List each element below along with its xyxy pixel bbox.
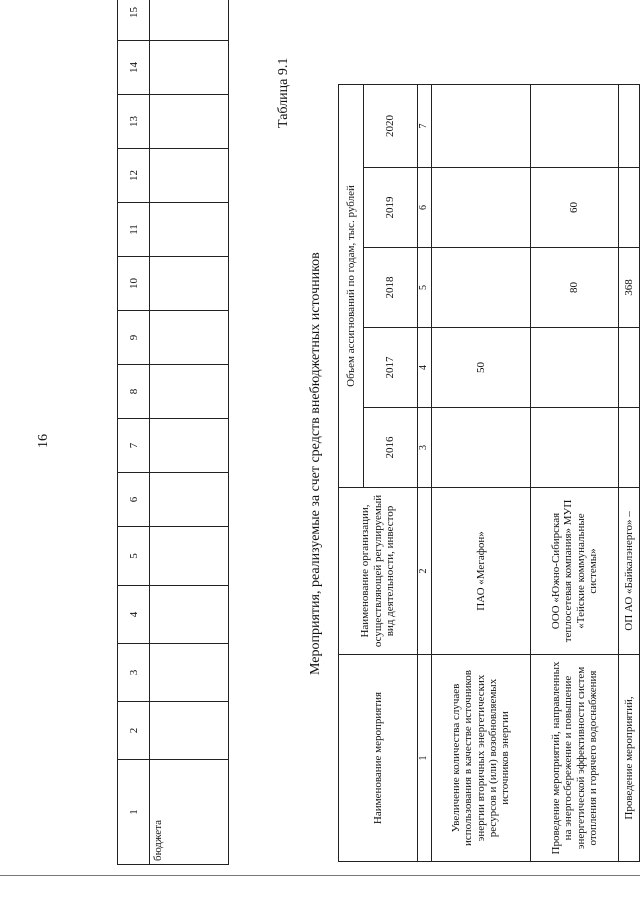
cell bbox=[150, 0, 229, 41]
cell bbox=[150, 586, 229, 644]
header-cell: 6 bbox=[118, 473, 150, 527]
year-cell: 2016 bbox=[364, 408, 417, 488]
org-cell: ПАО «Мегафон» bbox=[431, 488, 531, 655]
value-cell bbox=[531, 84, 619, 167]
column-number: 2 bbox=[417, 488, 431, 655]
value-cell: 50 bbox=[431, 328, 531, 408]
measure-cell: Увеличение количества случаев использования в качестве источников энергии вторичных энергетических ресурсов и (или) возобновляемых источников энергии bbox=[431, 655, 531, 862]
cell bbox=[150, 419, 229, 473]
header-cell: 15 bbox=[118, 0, 150, 41]
year-cell: 2020 bbox=[364, 84, 417, 167]
header-cell: 12 bbox=[118, 149, 150, 203]
column-number: 3 bbox=[417, 408, 431, 488]
cell bbox=[150, 473, 229, 527]
header-cell: 11 bbox=[118, 203, 150, 257]
cell bbox=[150, 257, 229, 311]
table-top-row bbox=[150, 0, 229, 865]
column-number: 4 bbox=[417, 328, 431, 408]
column-number: 7 bbox=[417, 84, 431, 167]
column-number: 1 bbox=[417, 655, 431, 862]
header-cell: 1 bbox=[118, 760, 150, 865]
cell bbox=[150, 95, 229, 149]
year-cell: 2019 bbox=[364, 168, 417, 248]
cell bbox=[150, 527, 229, 586]
value-cell: 60 bbox=[531, 168, 619, 248]
col1-header: Наименование мероприятия bbox=[339, 655, 418, 862]
table-top bbox=[117, 0, 229, 865]
value-cell bbox=[531, 408, 619, 488]
header-cell: 4 bbox=[118, 586, 150, 644]
table-caption: Таблица 9.1 bbox=[276, 57, 291, 128]
table-row bbox=[619, 84, 640, 861]
header-cell: 3 bbox=[118, 644, 150, 702]
value-cell bbox=[431, 408, 531, 488]
value-cell: 80 bbox=[531, 248, 619, 328]
row-label-cell: бюджета bbox=[150, 760, 229, 865]
table-row bbox=[531, 84, 619, 861]
value-cell bbox=[531, 328, 619, 408]
value-cell bbox=[431, 168, 531, 248]
value-cell: 368 bbox=[619, 248, 640, 328]
cell bbox=[150, 644, 229, 702]
cell bbox=[150, 41, 229, 95]
column-number: 5 bbox=[417, 248, 431, 328]
header-cell: 9 bbox=[118, 311, 150, 365]
cell bbox=[150, 203, 229, 257]
table-main bbox=[338, 84, 640, 862]
measure-cell: Проведение мероприятий, bbox=[619, 655, 640, 862]
value-cell bbox=[619, 408, 640, 488]
table-title: Мероприятия, реализуемые за счет средств внебюджетных источников bbox=[308, 252, 323, 675]
header-cell: 13 bbox=[118, 95, 150, 149]
header-cell: 7 bbox=[118, 419, 150, 473]
table-row bbox=[431, 84, 531, 861]
value-cell bbox=[619, 168, 640, 248]
table-top-header-row bbox=[118, 0, 150, 865]
value-cell bbox=[431, 84, 531, 167]
cell bbox=[150, 702, 229, 760]
header-cell: 8 bbox=[118, 365, 150, 419]
table-main-header-row-1 bbox=[339, 84, 364, 861]
header-cell: 10 bbox=[118, 257, 150, 311]
col2-header: Наименование организации, осуществляющей регулируемый вид деятельности, инвестор bbox=[339, 488, 418, 655]
header-cell: 14 bbox=[118, 41, 150, 95]
org-cell: ООО «Южно-Сибирская теплосетевая компания» МУП «Тейские коммунальные системы» bbox=[531, 488, 619, 655]
years-header: Объем ассигнований по годам, тыс. рублей bbox=[339, 84, 364, 487]
header-cell: 2 bbox=[118, 702, 150, 760]
header-cell: 5 bbox=[118, 527, 150, 586]
value-cell bbox=[619, 84, 640, 167]
cell bbox=[150, 311, 229, 365]
value-cell bbox=[431, 248, 531, 328]
column-number-row bbox=[417, 84, 431, 861]
cell bbox=[150, 149, 229, 203]
column-number: 6 bbox=[417, 168, 431, 248]
org-cell: ОП АО «Байкалэнерго» – bbox=[619, 488, 640, 655]
measure-cell: Проведение мероприятий, направленных на энергосбережение и повышение энергетической эффективности систем отопления и горячего водоснабжения bbox=[531, 655, 619, 862]
bottom-rule bbox=[0, 875, 640, 876]
value-cell bbox=[619, 328, 640, 408]
table-top-container bbox=[117, 0, 229, 865]
year-cell: 2018 bbox=[364, 248, 417, 328]
page-number: 16 bbox=[36, 434, 51, 448]
year-cell: 2017 bbox=[364, 328, 417, 408]
cell bbox=[150, 365, 229, 419]
table-main-container bbox=[338, 84, 640, 862]
